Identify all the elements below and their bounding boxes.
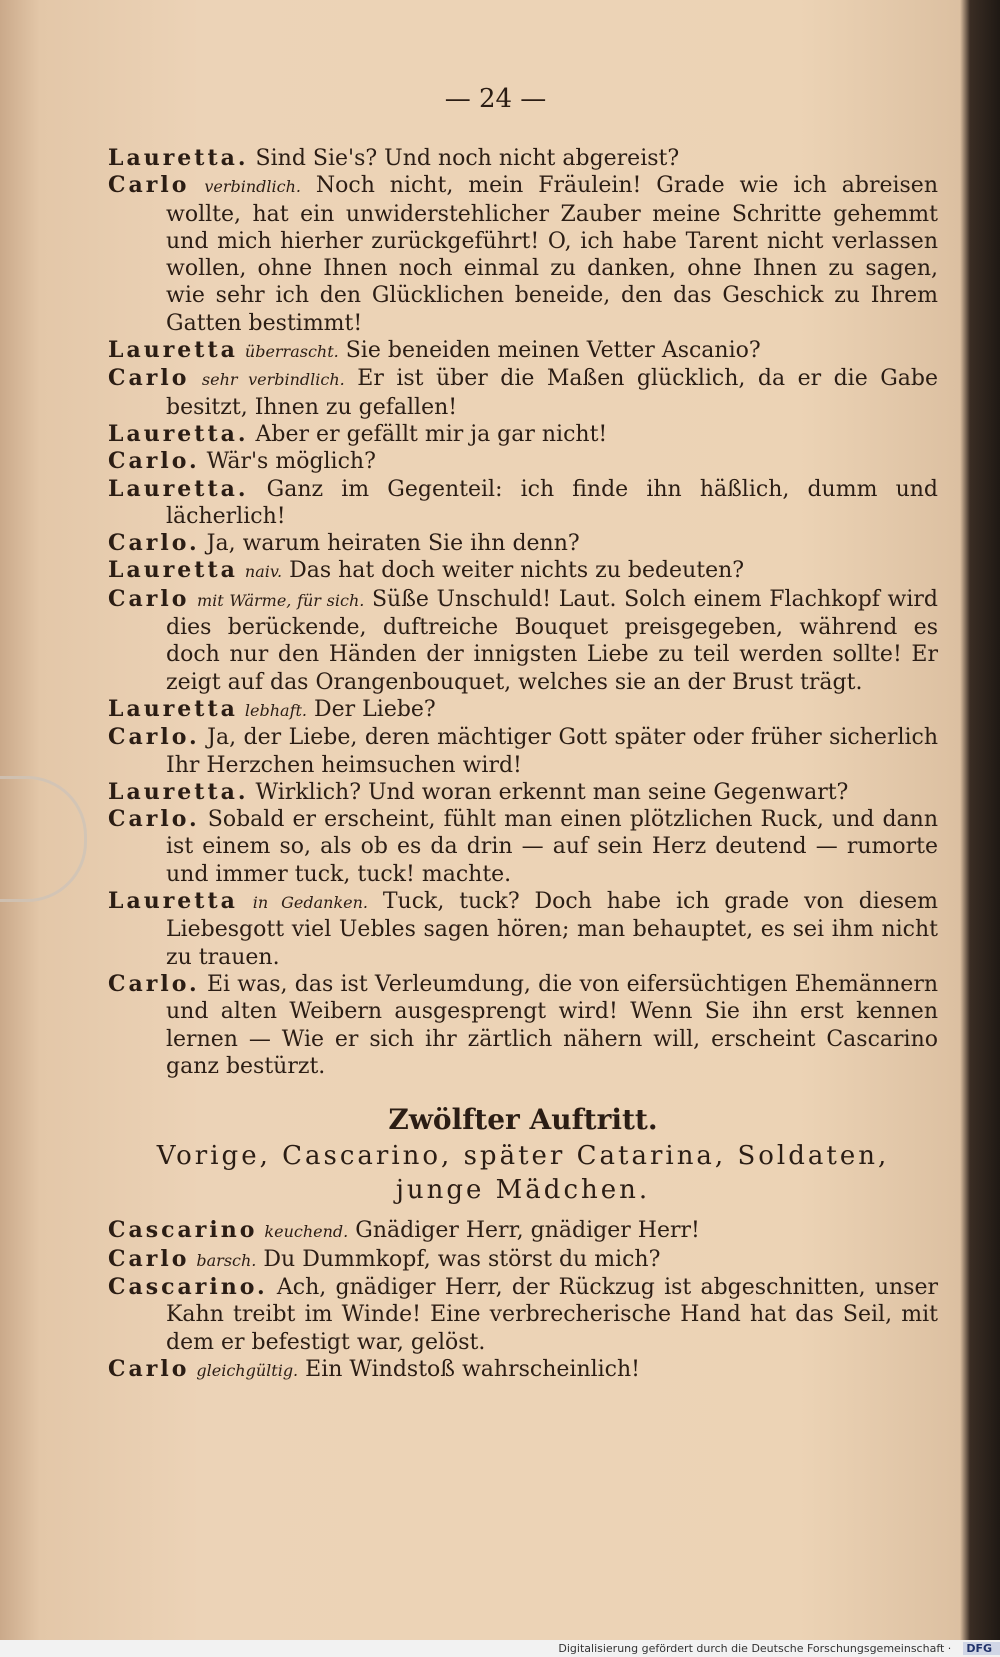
dialogue-line [108, 557, 938, 585]
line-text: Ein Windstoß wahrscheinlich! [305, 1356, 641, 1382]
dialogue-line [108, 1217, 938, 1245]
speaker-name: Carlo [108, 1245, 190, 1272]
dialogue-line [108, 530, 938, 557]
line-text: Sind Sie's? Und noch nicht abgereist? [255, 146, 680, 171]
dialogue-block-2 [108, 1217, 938, 1384]
speaker-name: Lauretta. [108, 145, 249, 171]
stage-direction: sehr verbindlich. [201, 370, 345, 390]
dialogue-line [108, 724, 938, 779]
line-text: Ja, der Liebe, deren mächtiger Gott später oder früher sicherlich Ihr Herzchen heimsuchen wird! [166, 725, 939, 778]
line-text: Ja, warum heiraten Sie ihn denn? [206, 531, 580, 557]
speaker-name: Carlo. [108, 530, 200, 557]
dialogue-block-1 [108, 145, 938, 1080]
stage-direction: barsch. [196, 1250, 257, 1270]
line-text: Wirklich? Und woran erkennt man seine Gegenwart? [255, 779, 849, 805]
dialogue-line [108, 172, 938, 337]
speaker-name: Carlo [108, 172, 190, 199]
stage-direction: keuchend. [264, 1222, 349, 1242]
footer-bar [0, 1640, 1000, 1657]
dialogue-line [108, 888, 938, 971]
scene-heading: Zwölfter Auftritt. [388, 1103, 658, 1137]
dialogue-line [108, 448, 938, 475]
stage-direction: naiv. [244, 562, 283, 582]
line-text: Du Dummkopf, was störst du mich? [263, 1246, 661, 1272]
line-text: Noch nicht, mein Fräulein! Grade wie ich abreisen wollte, hat ein unwiderstehlicher Zauber meine Schritte gehemmt und mich hierher zurückgeführt! O, ich habe Tarent nicht verlassen wollen, ohne Ihnen noch einmal zu danken, ohne Ihnen zu sagen, wie sehr ich den Glücklichen beneide, den das Geschick zu Ihrem Gatten bestimmt! [166, 173, 939, 336]
dialogue-line [108, 696, 938, 724]
speaker-name: Carlo [108, 585, 190, 612]
line-text: Er ist über die Maßen glücklich, da er die Gabe besitzt, Ihnen zu gefallen! [166, 366, 939, 420]
line-text: Süße Unschuld! Laut. Solch einem Flachkopf wird dies berückende, duftreiche Bouquet preisgegeben, während es doch nur den Händen der innigsten Liebe zu teil werden sollte! Er zeigt auf das Orangenbouquet, welches sie an der Brust trägt. [166, 586, 939, 695]
speaker-name: Lauretta [108, 695, 238, 722]
speaker-name: Lauretta [108, 337, 238, 364]
page-number: — 24 — [444, 84, 547, 114]
dialogue-line [108, 971, 938, 1080]
dialogue-line [108, 365, 938, 421]
line-text: Der Liebe? [314, 696, 436, 722]
speaker-name: Carlo. [108, 970, 200, 997]
speaker-name: Lauretta. [108, 778, 249, 805]
stage-direction: verbindlich. [204, 177, 301, 197]
dialogue-line [108, 779, 938, 806]
dialogue-line [108, 806, 938, 888]
speaker-name: Carlo. [108, 448, 200, 475]
footer-text: Digitalisierung gefördert durch die Deutsche Forschungsgemeinschaft · [558, 1642, 952, 1655]
line-text: Tuck, tuck? Doch habe ich grade von diesem Liebesgott viel Uebles sagen hören; man behauptet, es sei ihm nicht zu trauen. [166, 889, 939, 970]
line-text: Das hat doch weiter nichts zu bedeuten? [289, 558, 745, 584]
speaker-name: Cascarino. [108, 1273, 268, 1300]
speaker-name: Carlo. [108, 724, 200, 751]
line-text: Sobald er erscheint, fühlt man einen plötzlichen Ruck, und dann ist einem so, als ob es da drin — auf sein Herz deutend — rumorte und immer tuck, tuck! machte. [166, 807, 938, 887]
speaker-name: Lauretta [108, 888, 238, 915]
dialogue-line [108, 1356, 938, 1384]
line-text: Gnädiger Herr, gnädiger Herr! [355, 1218, 700, 1244]
stage-direction: mit Wärme, für sich. [197, 590, 365, 610]
dialogue-line [108, 586, 938, 696]
dialogue-line [108, 476, 938, 531]
stage-direction: in Gedanken. [252, 893, 369, 913]
speaker-name: Lauretta. [108, 475, 249, 502]
dfg-logo: DFG [963, 1642, 1000, 1655]
line-text: Aber er gefällt mir ja gar nicht! [255, 421, 608, 447]
line-text: Ei was, das ist Verleumdung, die von eifersüchtigen Ehemännern und alten Weibern ausgesprengt wird! Wenn Sie ihn erst kennen lernen — Wie er sich ihr zärtlich nähern will, erscheint Cascarino ganz bestürzt. [166, 971, 939, 1079]
line-text: Sie beneiden meinen Vetter Ascanio? [345, 338, 761, 364]
dialogue-line [108, 337, 938, 365]
line-text: Ganz im Gegenteil: ich finde ihn häßlich, dumm und lächerlich! [166, 476, 938, 529]
dialogue-line [108, 1246, 938, 1274]
speaker-name: Carlo [108, 365, 190, 392]
stage-direction: lebhaft. [244, 700, 307, 720]
scene-characters: Vorige, Cascarino, später Catarina, Soldaten, junge Mädchen. [156, 1141, 890, 1206]
dialogue-line [108, 145, 938, 172]
dialogue-line [108, 1274, 938, 1356]
text-area [28, 0, 963, 1640]
speaker-name: Carlo [108, 1355, 190, 1382]
line-text: Ach, gnädiger Herr, der Rückzug ist abgeschnitten, unser Kahn treibt im Winde! Eine verbrecherische Hand hat das Seil, mit dem er befestigt war, gelöst. [166, 1274, 938, 1355]
line-text: Wär's möglich? [206, 449, 376, 475]
stage-direction: gleichgültig. [196, 1360, 299, 1380]
speaker-name: Cascarino [108, 1217, 258, 1244]
stage-direction: überrascht. [244, 342, 339, 362]
speaker-name: Carlo. [108, 806, 200, 833]
speaker-name: Lauretta. [108, 420, 249, 447]
speaker-name: Lauretta [108, 557, 238, 584]
dialogue-line [108, 421, 938, 448]
body-text [108, 145, 938, 1384]
